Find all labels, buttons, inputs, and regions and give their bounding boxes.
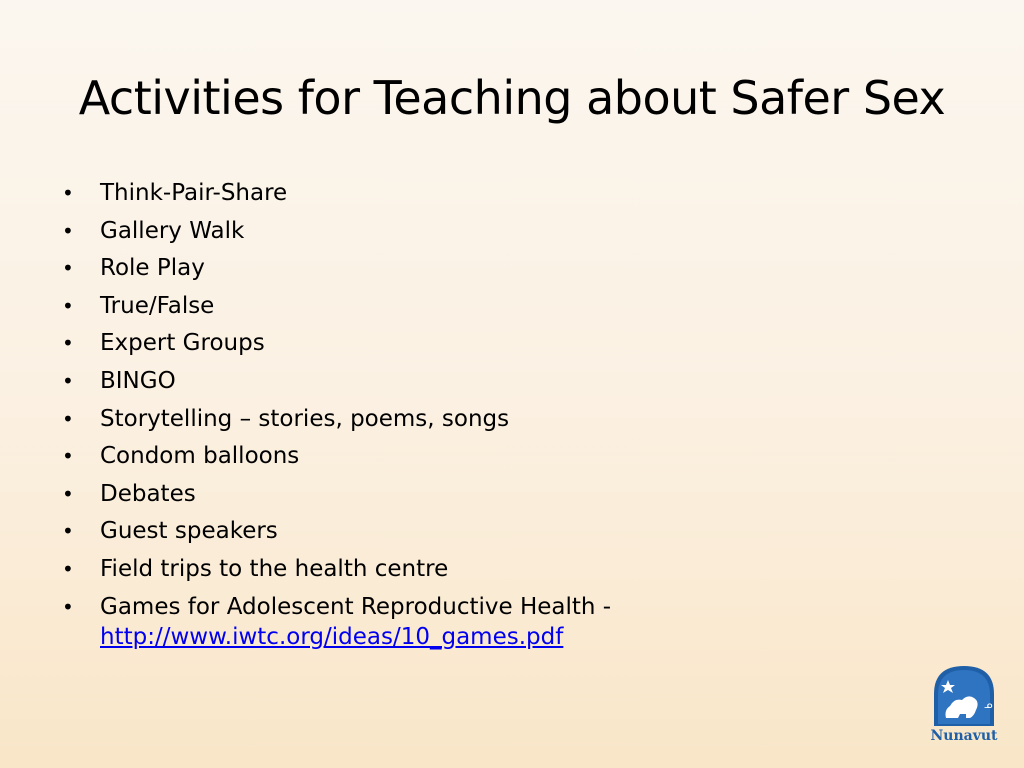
svg-text:Nunavut: Nunavut bbox=[930, 728, 998, 744]
bullet-icon: • bbox=[62, 481, 74, 506]
slide-title: Activities for Teaching about Safer Sex bbox=[78, 71, 946, 125]
list-item bbox=[60, 479, 960, 509]
bullet-icon: • bbox=[62, 256, 74, 281]
bullet-icon: • bbox=[62, 594, 74, 619]
list-item bbox=[60, 178, 960, 208]
bullet-text: Think-Pair-Share bbox=[100, 180, 288, 206]
bullet-icon: • bbox=[62, 293, 74, 318]
bullet-text: Guest speakers bbox=[100, 518, 278, 545]
list-item bbox=[60, 291, 960, 321]
bullet-text: Condom balloons bbox=[100, 443, 300, 470]
bullet-text: Field trips to the health centre bbox=[100, 555, 449, 582]
bullet-text: Storytelling – stories, poems, songs bbox=[100, 405, 510, 432]
bullet-icon: • bbox=[62, 218, 74, 243]
bullet-text: Gallery Walk bbox=[100, 217, 245, 244]
list-item bbox=[60, 404, 960, 434]
list-item bbox=[60, 554, 960, 584]
list-item bbox=[60, 441, 960, 471]
list-item bbox=[60, 253, 960, 283]
svg-text:ᓄ: ᓄ bbox=[984, 700, 993, 711]
bullet-list bbox=[60, 178, 960, 659]
list-item bbox=[60, 516, 960, 546]
bullet-text: Expert Groups bbox=[100, 330, 265, 357]
bullet-icon: • bbox=[62, 368, 74, 393]
games-pdf-link[interactable]: http://www.iwtc.org/ideas/10_games.pdf bbox=[100, 623, 564, 650]
bullet-text: True/False bbox=[100, 292, 215, 319]
list-item bbox=[60, 328, 960, 358]
bullet-icon: • bbox=[62, 406, 74, 431]
bullet-text: Debates bbox=[100, 480, 196, 507]
bullet-icon: • bbox=[62, 181, 74, 205]
bullet-icon: • bbox=[62, 519, 74, 544]
bullet-icon: • bbox=[62, 556, 74, 581]
list-item bbox=[60, 592, 960, 652]
bullet-icon: • bbox=[62, 444, 74, 469]
bullet-text: Role Play bbox=[100, 255, 205, 282]
bullet-text: BINGO bbox=[100, 367, 176, 394]
list-item bbox=[60, 366, 960, 396]
nunavut-logo-icon bbox=[928, 660, 1000, 748]
bullet-icon: • bbox=[62, 331, 74, 356]
list-item bbox=[60, 216, 960, 246]
bullet-text: Games for Adolescent Reproductive Health - bbox=[100, 593, 612, 620]
